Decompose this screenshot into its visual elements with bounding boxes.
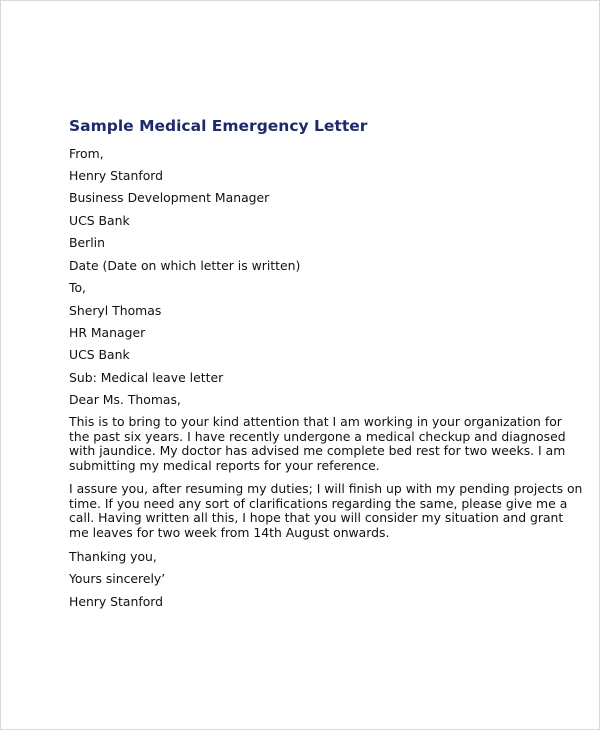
to-label: To, (69, 280, 86, 295)
sender-name: Henry Stanford (69, 168, 164, 183)
paragraph-line: the past six years. I have recently undergone a medical checkup and diagnosed (69, 428, 566, 444)
from-label: From, (69, 146, 104, 161)
sender-company: UCS Bank (69, 213, 130, 228)
paragraph-line: submitting my medical reports for your reference. (69, 457, 380, 473)
salutation: Dear Ms. Thomas, (69, 392, 181, 407)
paragraph-line: This is to bring to your kind attention that I am working in your organization for (69, 414, 562, 429)
paragraph-line: call. Having written all this, I hope that you will consider my situation and grant (69, 510, 564, 526)
paragraph-line: time. If you need any sort of clarifications regarding the same, please give me a (69, 495, 568, 511)
date-line: Date (Date on which letter is written) (69, 258, 301, 273)
signature: Henry Stanford (69, 594, 164, 609)
letter-title: Sample Medical Emergency Letter (69, 117, 368, 135)
closing-line: Yours sincerely’ (69, 571, 166, 586)
body-paragraph-1 (69, 414, 566, 473)
sender-title: Business Development Manager (69, 190, 270, 205)
body-paragraph-2 (69, 481, 583, 540)
thanks-line: Thanking you, (69, 549, 157, 564)
subject-line: Sub: Medical leave letter (69, 370, 224, 385)
recipient-company: UCS Bank (69, 347, 130, 362)
paragraph-line: I assure you, after resuming my duties; I will finish up with my pending projects on (69, 481, 583, 496)
paragraph-line: me leaves for two week from 14th August onwards. (69, 524, 390, 540)
recipient-title: HR Manager (69, 325, 146, 340)
recipient-name: Sheryl Thomas (69, 303, 162, 318)
sender-city: Berlin (69, 235, 105, 250)
paragraph-line: with jaundice. My doctor has advised me complete bed rest for two weeks. I am (69, 443, 566, 459)
